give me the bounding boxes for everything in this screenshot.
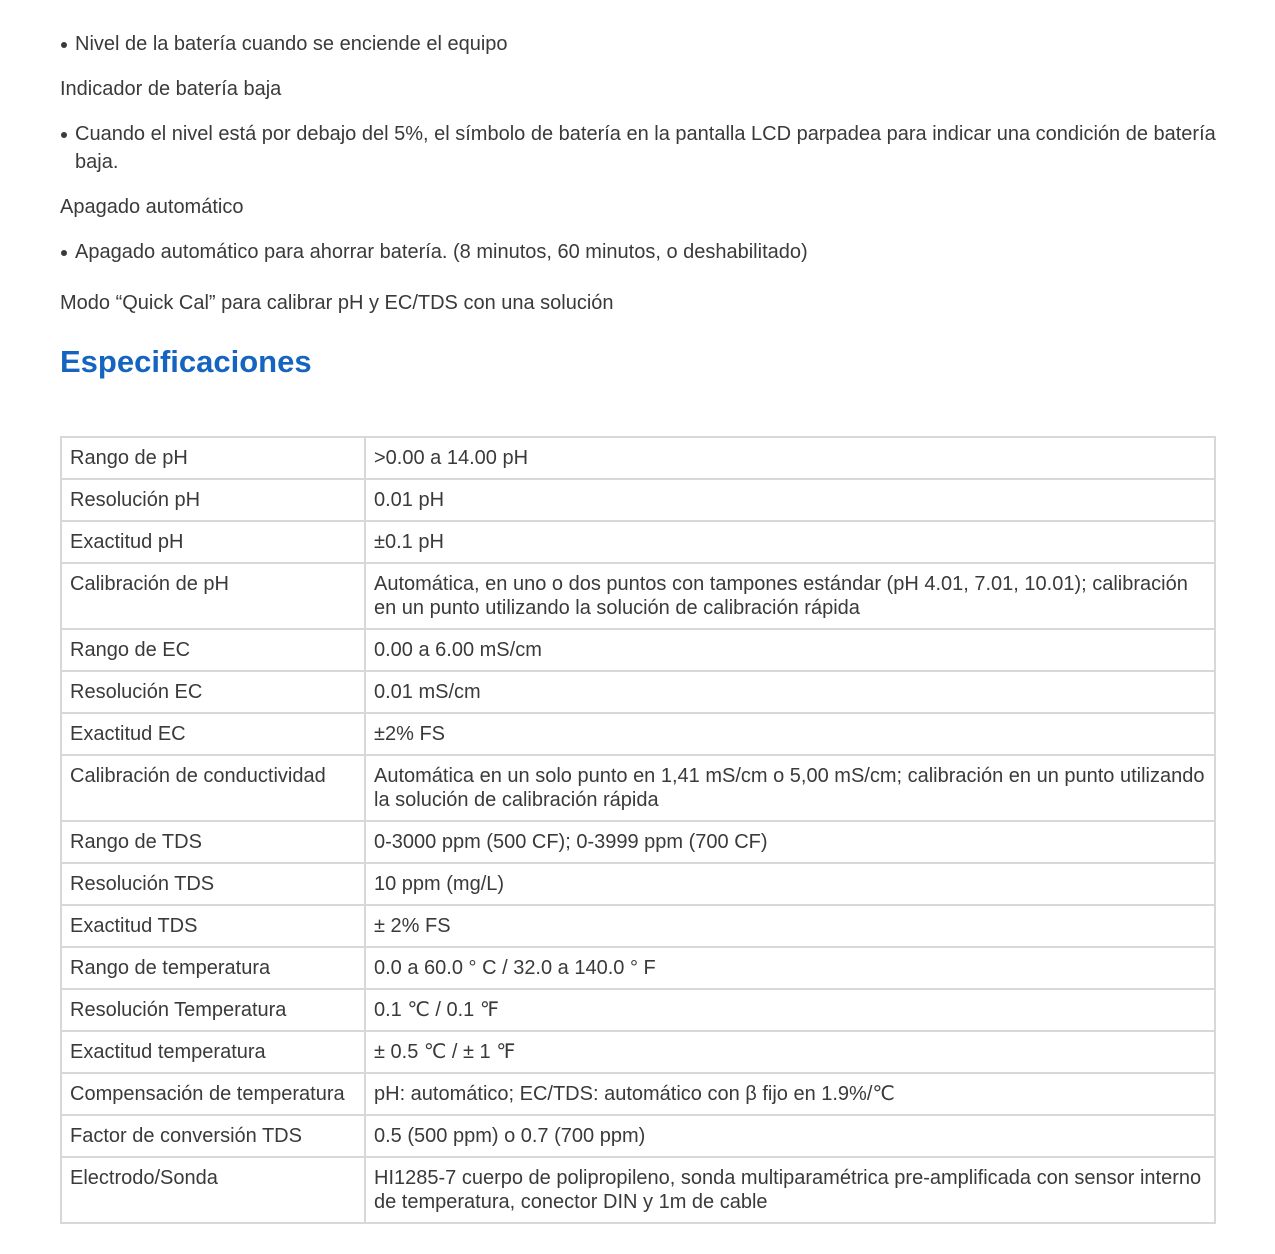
auto-off-heading: Apagado automático xyxy=(60,196,244,218)
spec-label: Resolución Temperatura xyxy=(61,989,365,1031)
auto-off-list xyxy=(60,238,1216,266)
table-row xyxy=(61,863,1215,905)
list-item-battery-level: Nivel de la batería cuando se enciende el equipo xyxy=(60,30,1216,58)
spec-label: Electrodo/Sonda xyxy=(61,1157,365,1223)
table-row xyxy=(61,905,1215,947)
spec-value: ±0.1 pH xyxy=(365,521,1215,563)
spec-label: Resolución EC xyxy=(61,671,365,713)
list-item-auto-off: Apagado automático para ahorrar batería. (8 minutos, 60 minutos, o deshabilitado) xyxy=(60,238,1216,266)
spec-label: Exactitud pH xyxy=(61,521,365,563)
spec-value: Automática en un solo punto en 1,41 mS/cm o 5,00 mS/cm; calibración en un punto utilizando la solución de calibración rápida xyxy=(365,755,1215,821)
table-row xyxy=(61,989,1215,1031)
table-row xyxy=(61,1031,1215,1073)
table-row xyxy=(61,1157,1215,1223)
table-row xyxy=(61,521,1215,563)
table-row xyxy=(61,1073,1215,1115)
table-row xyxy=(61,479,1215,521)
spec-value: HI1285-7 cuerpo de polipropileno, sonda multiparamétrica pre-amplificada con sensor interno de temperatura, conector DIN y 1m de cable xyxy=(365,1157,1215,1223)
spec-value: ±2% FS xyxy=(365,713,1215,755)
spec-value: 0.00 a 6.00 mS/cm xyxy=(365,629,1215,671)
spec-value: 0.01 mS/cm xyxy=(365,671,1215,713)
spec-value: 0.5 (500 ppm) o 0.7 (700 ppm) xyxy=(365,1115,1215,1157)
table-row xyxy=(61,947,1215,989)
spec-label: Exactitud TDS xyxy=(61,905,365,947)
table-row xyxy=(61,755,1215,821)
spec-value: Automática, en uno o dos puntos con tampones estándar (pH 4.01, 7.01, 10.01); calibración en un punto utilizando la solución de calibración rápida xyxy=(365,563,1215,629)
spec-value: 10 ppm (mg/L) xyxy=(365,863,1215,905)
spec-label: Resolución TDS xyxy=(61,863,365,905)
spec-value: 0.0 a 60.0 ° C / 32.0 a 140.0 ° F xyxy=(365,947,1215,989)
specs-table xyxy=(60,436,1216,1224)
table-row xyxy=(61,629,1215,671)
spec-label: Calibración de pH xyxy=(61,563,365,629)
spec-value: ± 0.5 ℃ / ± 1 ℉ xyxy=(365,1031,1215,1073)
spec-label: Compensación de temperatura xyxy=(61,1073,365,1115)
spec-value: ± 2% FS xyxy=(365,905,1215,947)
product-description xyxy=(60,30,1216,1224)
spec-label: Rango de pH xyxy=(61,437,365,479)
table-row xyxy=(61,821,1215,863)
spec-label: Resolución pH xyxy=(61,479,365,521)
list-item-low-battery: Cuando el nivel está por debajo del 5%, el símbolo de batería en la pantalla LCD parpadea para indicar una condición de batería baja. xyxy=(60,120,1216,176)
specs-table-body xyxy=(61,437,1215,1223)
table-row xyxy=(61,1115,1215,1157)
spec-label: Exactitud EC xyxy=(61,713,365,755)
table-row xyxy=(61,671,1215,713)
spec-label: Rango de EC xyxy=(61,629,365,671)
spec-label: Exactitud temperatura xyxy=(61,1031,365,1073)
table-row xyxy=(61,713,1215,755)
spec-label: Factor de conversión TDS xyxy=(61,1115,365,1157)
spec-label: Calibración de conductividad xyxy=(61,755,365,821)
specs-heading: Especificaciones xyxy=(60,344,312,379)
spec-value: 0.01 pH xyxy=(365,479,1215,521)
low-battery-list xyxy=(60,120,1216,176)
spec-label: Rango de temperatura xyxy=(61,947,365,989)
table-row xyxy=(61,437,1215,479)
quick-cal-paragraph: Modo “Quick Cal” para calibrar pH y EC/TDS con una solución xyxy=(60,292,614,314)
spec-value: 0-3000 ppm (500 CF); 0-3999 ppm (700 CF) xyxy=(365,821,1215,863)
spec-value: >0.00 a 14.00 pH xyxy=(365,437,1215,479)
low-battery-heading: Indicador de batería baja xyxy=(60,78,282,100)
spec-value: 0.1 ℃ / 0.1 ℉ xyxy=(365,989,1215,1031)
spec-value: pH: automático; EC/TDS: automático con β fijo en 1.9%/℃ xyxy=(365,1073,1215,1115)
spec-label: Rango de TDS xyxy=(61,821,365,863)
table-row xyxy=(61,563,1215,629)
battery-level-list xyxy=(60,30,1216,58)
